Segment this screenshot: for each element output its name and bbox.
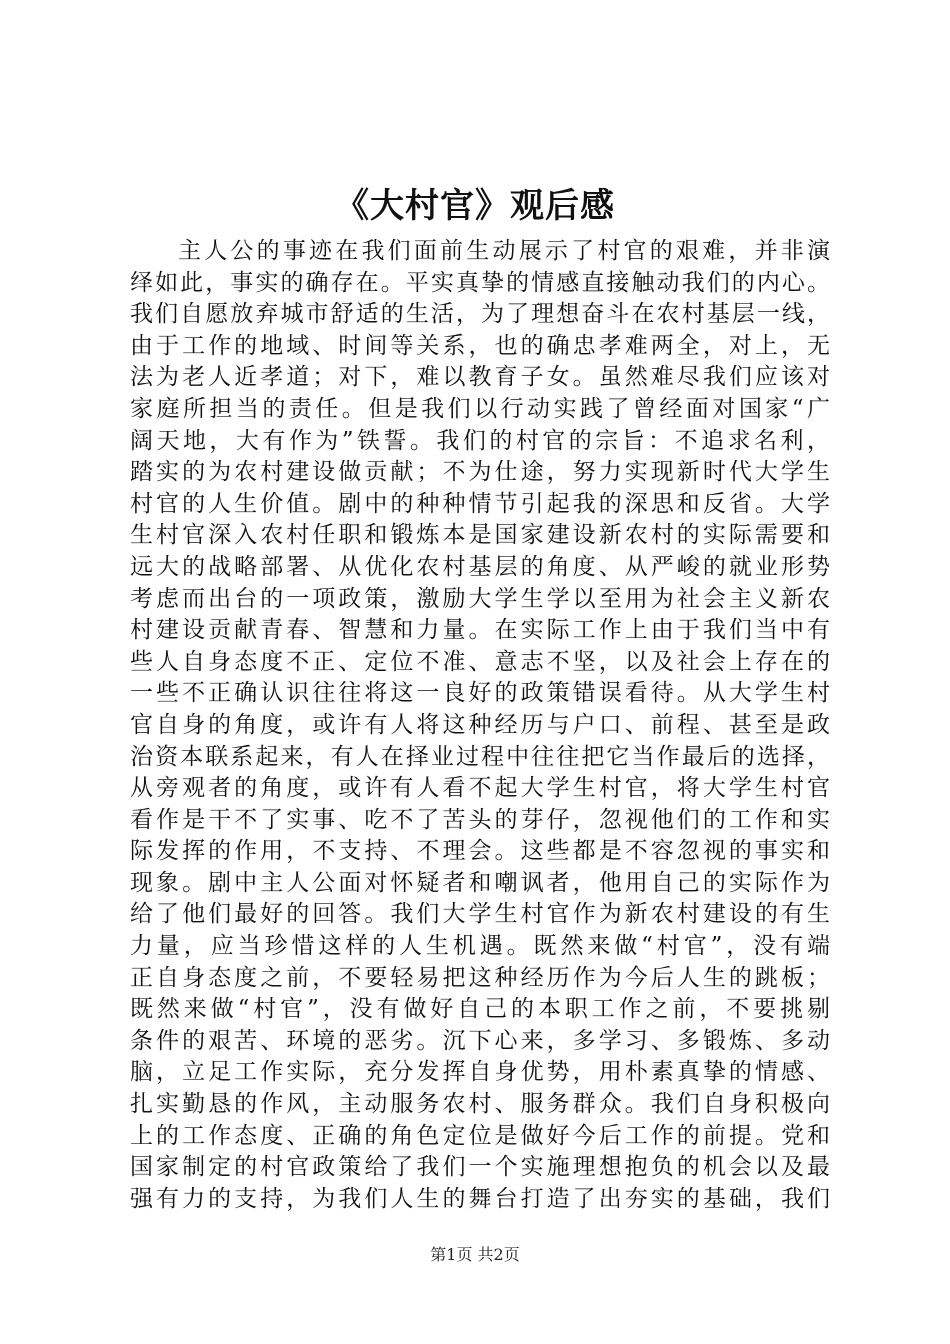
body-line: 际发挥的作用，不支持、不理会。这些都是不容忽视的事实和 [130,838,830,865]
body-line: 由于工作的地域、时间等关系，也的确忠孝难两全，对上，无 [130,332,830,359]
page-footer: 第1页 共2页 [430,1245,520,1264]
body-line: 正自身态度之前，不要轻易把这种经历作为今后人生的跳板； [130,964,830,991]
body-line: 主人公的事迹在我们面前生动展示了村官的艰难，并非演 [178,238,830,264]
body-line: 生村官深入农村任职和锻炼本是国家建设新农村的实际需要和 [130,522,830,549]
body-line: 扎实勤恳的作风，主动服务农村、服务群众。我们自身积极向 [130,1091,830,1118]
body-line: 官自身的角度，或许有人将这种经历与户口、前程、甚至是政 [130,711,830,738]
body-line: 条件的艰苦、环境的恶劣。沉下心来，多学习、多锻炼、多动 [130,1027,830,1054]
body-line: 强有力的支持，为我们人生的舞台打造了出夯实的基础，我们 [130,1185,830,1212]
body-line: 家庭所担当的责任。但是我们以行动实践了曾经面对国家“广 [130,395,830,422]
body-line: 现象。剧中主人公面对怀疑者和嘲讽者，他用自己的实际作为 [130,869,830,896]
body-line: 阔天地，大有作为”铁誓。我们的村官的宗旨：不追求名利， [130,427,830,454]
body-line: 绎如此，事实的确存在。平实真挚的情感直接触动我们的内心。 [130,269,830,296]
body-line: 给了他们最好的回答。我们大学生村官作为新农村建设的有生 [130,901,830,928]
body-line: 看作是干不了实事、吃不了苦头的芽仔，忽视他们的工作和实 [130,806,830,833]
body-line: 考虑而出台的一项政策，激励大学生学以至用为社会主义新农 [130,585,830,612]
body-line: 村官的人生价值。剧中的种种情节引起我的深思和反省。大学 [130,490,830,517]
body-line: 既然来做“村官”，没有做好自己的本职工作之前，不要挑剔 [130,996,830,1023]
body-line: 国家制定的村官政策给了我们一个实施理想抱负的机会以及最 [130,1154,830,1181]
body-line: 踏实的为农村建设做贡献；不为仕途，努力实现新时代大学生 [130,459,830,486]
body-line: 力量，应当珍惜这样的人生机遇。既然来做“村官”，没有端 [130,933,830,960]
document-title: 《大村官》观后感 [335,186,615,226]
body-line: 我们自愿放弃城市舒适的生活，为了理想奋斗在农村基层一线， [130,301,830,328]
body-line: 脑，立足工作实际，充分发挥自身优势，用朴素真挚的情感、 [130,1059,830,1086]
body-line: 从旁观者的角度，或许有人看不起大学生村官，将大学生村官 [130,775,830,802]
body-line: 远大的战略部署、从优化农村基层的角度、从严峻的就业形势 [130,553,830,580]
body-line: 上的工作态度、正确的角色定位是做好今后工作的前提。党和 [130,1122,830,1149]
body-text [130,236,830,1215]
body-line: 法为老人近孝道；对下，难以教育子女。虽然难尽我们应该对 [130,364,830,391]
body-line: 一些不正确认识往往将这一良好的政策错误看待。从大学生村 [130,680,830,707]
body-line: 治资本联系起来，有人在择业过程中往往把它当作最后的选择， [130,743,830,770]
body-line: 村建设贡献青春、智慧和力量。在实际工作上由于我们当中有 [130,617,830,644]
body-line: 些人自身态度不正、定位不准、意志不坚，以及社会上存在的 [130,648,830,675]
